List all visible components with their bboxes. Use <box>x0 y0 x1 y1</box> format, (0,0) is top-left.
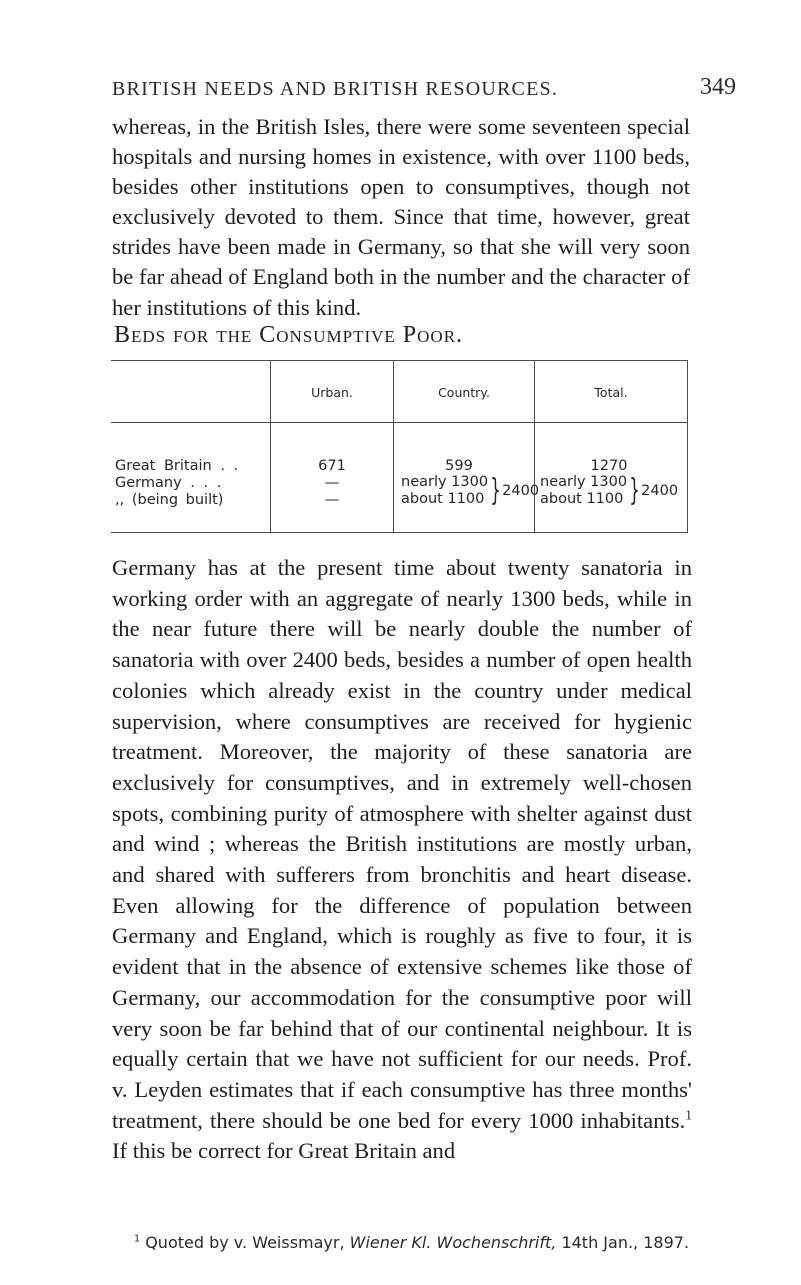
footnote-lead: Quoted by v. Weissmayr, <box>145 1233 345 1252</box>
brace-icon: } <box>490 473 501 508</box>
country-great-britain: 599 <box>445 458 473 474</box>
running-title: BRITISH NEEDS AND BRITISH RESOURCES. <box>112 78 559 100</box>
row-label-great-britain: Great Britain . . <box>115 458 239 474</box>
footnote <box>134 1233 694 1252</box>
main-paragraph-text: Germany has at the present time about twenty sanatoria in working order with an aggregate of nearly 1300 beds, while in the near future there will be nearly double the number of sanatoria with over 2400 beds, besides a number of open health colonies which already exist in the country under medical supervision, where consumptives are received for hygienic treatment. Moreover, the majority of these sanatoria are exclusively for consumptives, and in extremely well-chosen spots, combining purity of atmosphere with shelter against dust and wind ; whereas the British institutions are mostly urban, and shared with sufferers from bronchitis and heart disease. Even allowing for the difference of population between Germany and England, which is roughly as five to four, it is evident that in the absence of extensive schemes like those of Germany, our accommodation for the consumptive poor will very soon be far behind that of our continental neighbour. It is equally certain that we have not sufficient for our needs. Prof. v. Leyden estimates that if each consumptive has three months' treatment, there should be one bed for every 1000 inhabitants. <box>112 555 692 1133</box>
urban-germany: — <box>324 475 340 491</box>
total-great-britain: 1270 <box>590 458 628 474</box>
table-divider-4 <box>687 360 688 533</box>
country-germany-group <box>401 474 539 508</box>
country-germany-nearly: nearly 1300 <box>401 474 489 490</box>
table-rule-top <box>111 360 688 361</box>
row-label-being-built: ,, (being built) <box>115 492 224 508</box>
total-germany-nearly: nearly 1300 <box>540 474 628 490</box>
header-total: Total. <box>594 385 628 400</box>
total-germany-group <box>540 474 678 508</box>
table-title: Beds for the Consumptive Poor. <box>114 322 464 348</box>
footnote-reference: 1 <box>685 1107 692 1123</box>
page-number: 349 <box>700 74 736 100</box>
total-germany-about: about 1100 <box>540 491 624 507</box>
beds-table <box>111 360 688 534</box>
header-country: Country. <box>438 385 490 400</box>
table-rule-header <box>111 422 688 423</box>
header-urban: Urban. <box>311 385 353 400</box>
main-paragraph <box>112 553 692 1167</box>
main-paragraph-tail: If this be correct for Great Britain and <box>112 1138 456 1164</box>
urban-great-britain: 671 <box>318 458 346 474</box>
total-germany-sum: 2400 <box>641 482 679 499</box>
table-rule-bottom <box>111 532 688 533</box>
urban-being-built: — <box>324 492 340 508</box>
footnote-journal: Wiener Kl. Wochenschrift, <box>349 1233 557 1252</box>
footnote-marker: 1 <box>134 1233 141 1245</box>
footnote-tail: 14th Jan., 1897. <box>561 1233 690 1252</box>
country-germany-about: about 1100 <box>401 491 485 507</box>
row-label-germany: Germany . . . <box>115 475 222 491</box>
country-germany-sum: 2400 <box>502 482 540 499</box>
brace-icon: } <box>629 473 640 508</box>
intro-paragraph: whereas, in the British Isles, there were some seventeen special hospitals and nursing homes in existence, with over 1100 beds, besides other institutions open to consumptives, though not exclusively devoted to them. Since that time, however, great strides have been made in Germany, so that she will very soon be far ahead of England both in the number and the character of her institutions of this kind. <box>112 114 690 320</box>
